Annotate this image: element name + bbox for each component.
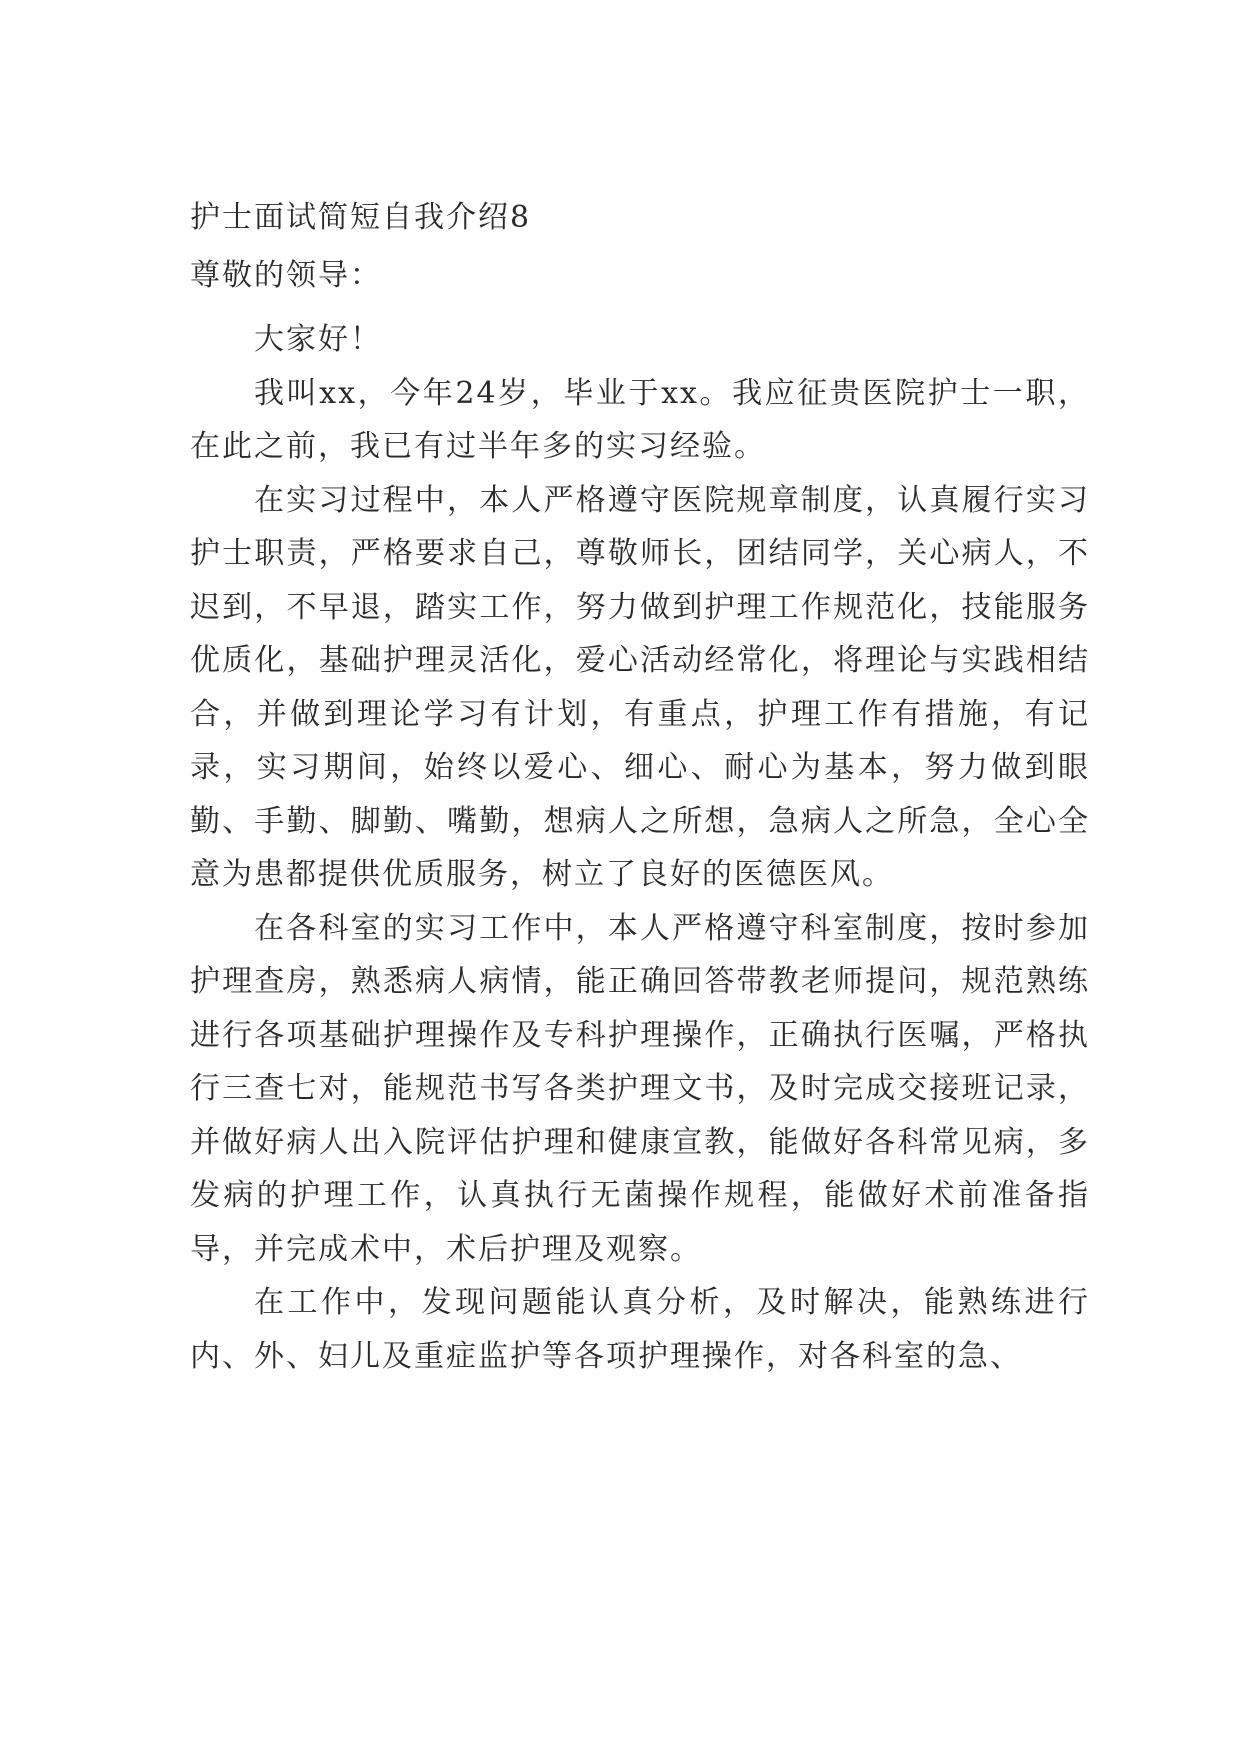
document-title: 护士面试简短自我介绍8: [190, 200, 532, 235]
salutation: 尊敬的领导：: [190, 258, 382, 293]
document-page: [190, 195, 1090, 1383]
paragraph-intro: 我叫xx，今年24岁，毕业于xx。我应征贵医院护士一职，在此之前，我已有过半年多的实习经验。: [190, 375, 1090, 464]
paragraph-departments: 在各科室的实习工作中，本人严格遵守科室制度，按时参加护理查房，熟悉病人病情，能正确回答带教老师提问，规范熟练进行各项基础护理操作及专科护理操作，正确执行医嘱，严格执行三查七对，能规范书写各类护理文书，及时完成交接班记录，并做好病人出入院评估护理和健康宣教，能做好各科常见病，多发病的护理工作，认真执行无菌操作规程，能做好术前准备指导，并完成术中，术后护理及观察。: [190, 910, 1090, 1267]
paragraph-internship: 在实习过程中，本人严格遵守医院规章制度，认真履行实习护士职责，严格要求自己，尊敬师长，团结同学，关心病人，不迟到，不早退，踏实工作，努力做到护理工作规范化，技能服务优质化，基础护理灵活化，爱心活动经常化，将理论与实践相结合，并做到理论学习有计划，有重点，护理工作有措施，有记录，实习期间，始终以爱心、细心、耐心为基本，努力做到眼勤、手勤、脚勤、嘴勤，想病人之所想，急病人之所急，全心全意为患都提供优质服务，树立了良好的医德医风。: [190, 482, 1090, 892]
paragraph-greeting: 大家好！: [254, 322, 382, 357]
paragraph-work: 在工作中，发现问题能认真分析，及时解决，能熟练进行内、外、妇儿及重症监护等各项护理操作，对各科室的急、: [190, 1285, 1090, 1374]
